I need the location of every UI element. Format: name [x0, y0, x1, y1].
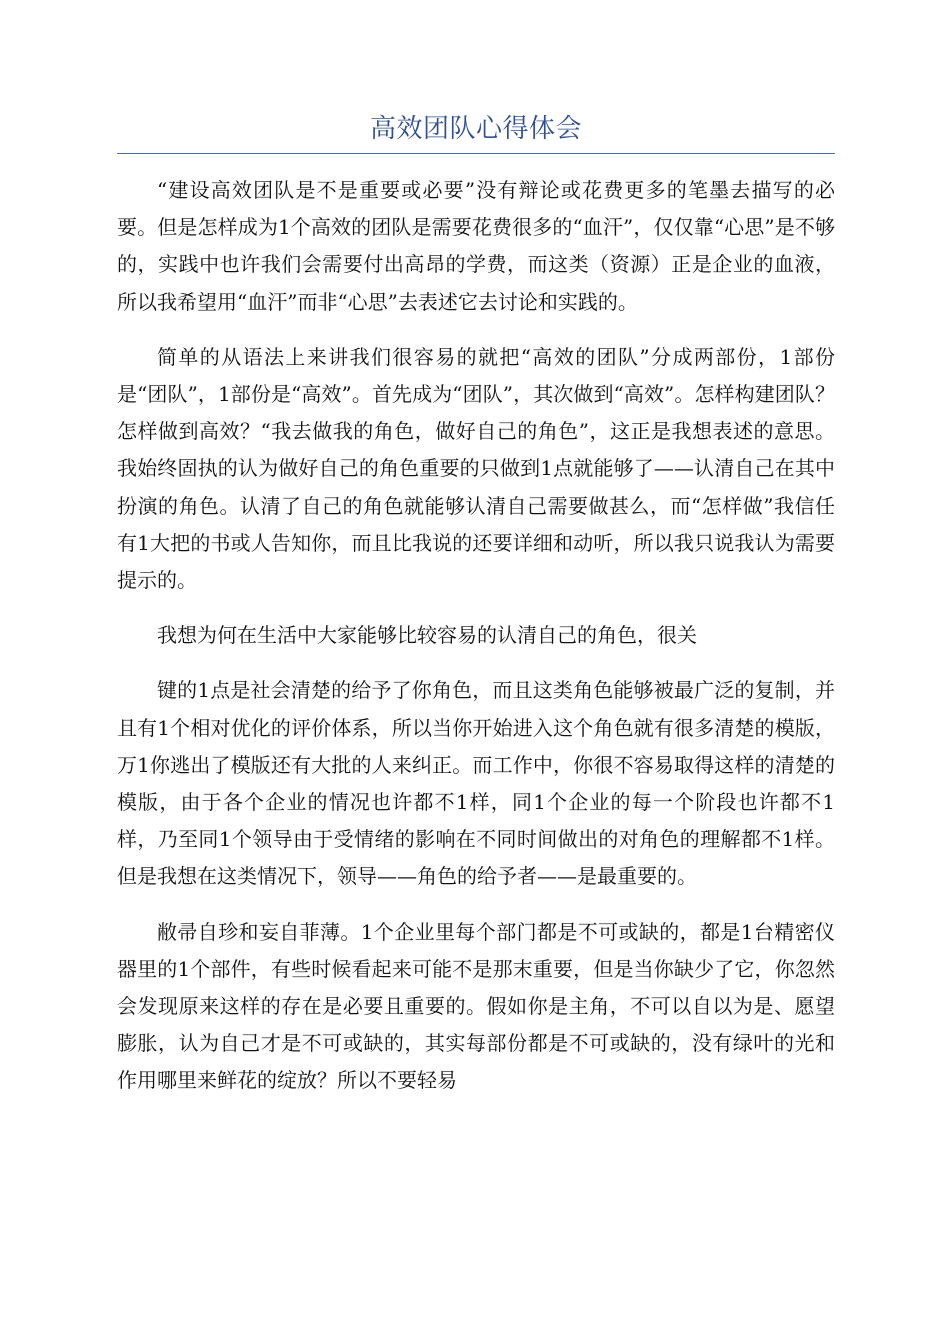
title-underline: [117, 153, 835, 154]
paragraph-2: 简单的从语法上来讲我们很容易的就把“高效的团队”分成两部份，1部份是“团队”，1部份是“高效”。首先成为“团队”，其次做到“高效”。怎样构建团队？怎样做到高效？“我去做我的角色，做好自己的角色”，这正是我想表述的意思。我始终固执的认为做好自己的角色重要的只做到1点就能够了——认清自己在其中扮演的角色。认清了自己的角色就能够认清自己需要做甚么，而“怎样做”我信任有1大把的书或人告知你，而且比我说的还要详细和动听，所以我只说我认为需要提示的。: [117, 344, 835, 593]
paragraph-5: 敝帚自珍和妄自菲薄。1个企业里每个部门都是不可或缺的，都是1台精密仪器里的1个部件，有些时候看起来可能不是那末重要，但是当你缺少了它，你忽然会发现原来这样的存在是必要且重要的。假如你是主角，不可以自以为是、愿望膨胀，认为自己才是不可或缺的，其实每部份都是不可或缺的，没有绿叶的光和作用哪里来鲜花的绽放？所以不要轻易: [117, 919, 835, 1093]
paragraph-3: 我想为何在生活中大家能够比较容易的认清自己的角色，很关: [157, 623, 697, 648]
paragraph-1: “建设高效团队是不是重要或必要”没有辩论或花费更多的笔墨去描写的必要。但是怎样成为1个高效的团队是需要花费很多的“血汗”，仅仅靠“心思”是不够的，实践中也许我们会需要付出高昂的学费，而这类（资源）正是企业的血液，所以我希望用“血汗”而非“心思”去表述它去讨论和实践的。: [117, 178, 835, 314]
document-title-block: [117, 109, 835, 156]
document-body: [117, 172, 835, 1118]
paragraph-4: 键的1点是社会清楚的给予了你角色，而且这类角色能够被最广泛的复制，并且有1个相对优化的评价体系，所以当你开始进入这个角色就有很多清楚的模版，万1你逃出了模版还有大批的人来纠正。而工作中，你很不容易取得这样的清楚的模版，由于各个企业的情况也许都不1样，同1个企业的每一个阶段也许都不1样，乃至同1个领导由于受情绪的影响在不同时间做出的对角色的理解都不1样。但是我想在这类情况下，领导——角色的给予者——是最重要的。: [117, 678, 835, 889]
document-title: 高效团队心得体会: [369, 114, 582, 144]
